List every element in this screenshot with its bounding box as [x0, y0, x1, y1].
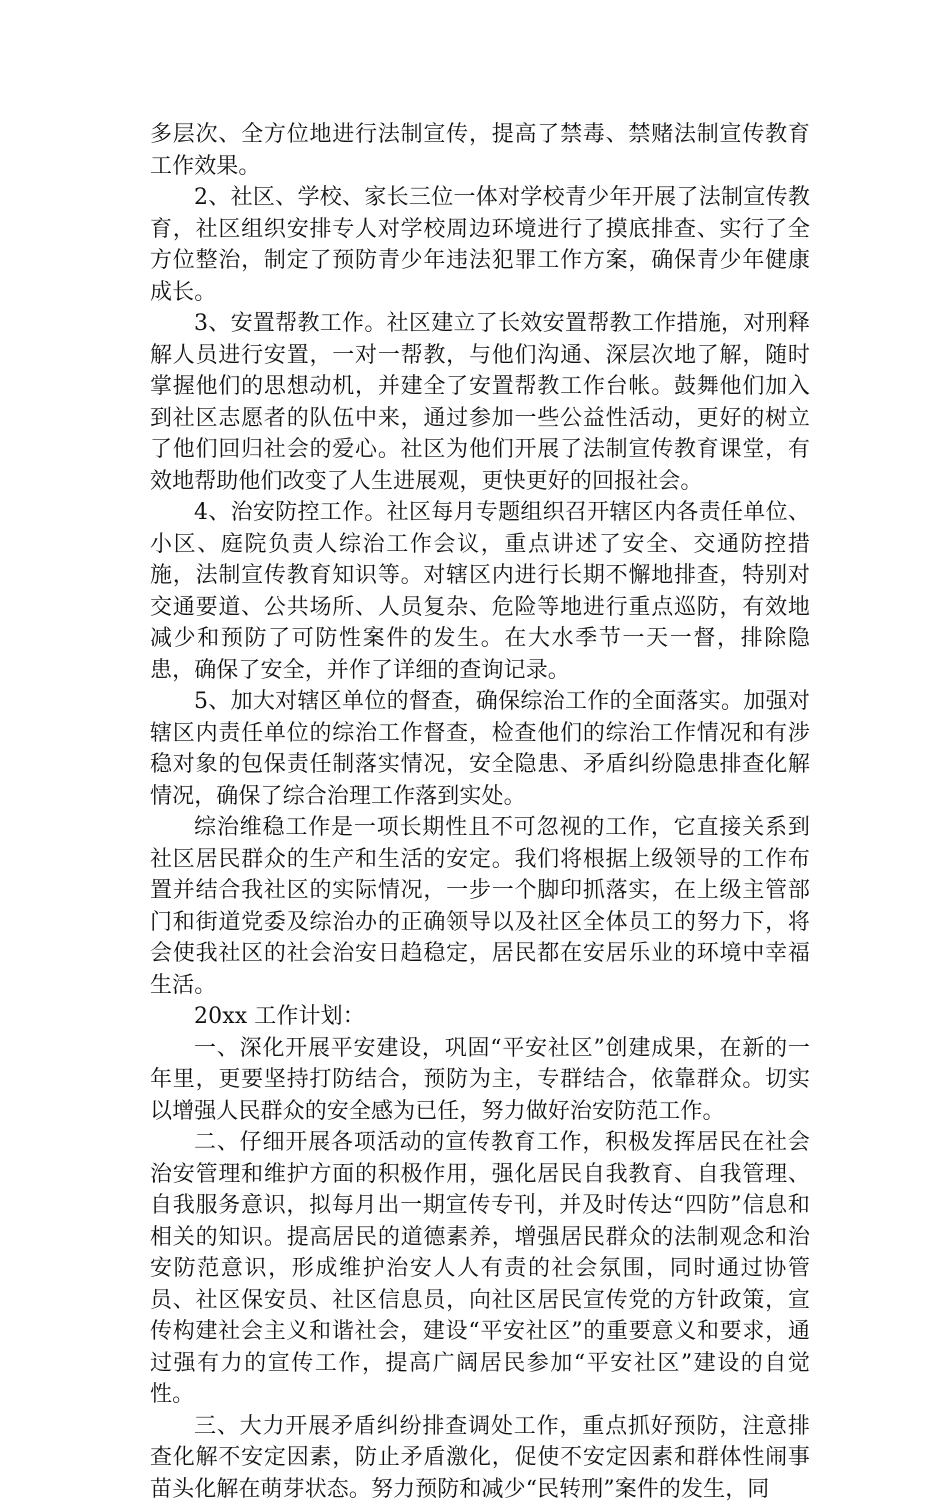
plan-item-3: 三、大力开展矛盾纠纷排查调处工作，重点抓好预防，注意排查化解不安定因素，防止矛盾激化，促使不安定因素和群体性闹事苗头化解在萌芽状态。努力预防和减少“民转刑”案件的发生，同: [150, 1411, 810, 1505]
section-heading-work-plan: 20xx 工作计划：: [150, 1001, 810, 1033]
plan-item-1: 一、深化开展平安建设，巩固“平安社区”创建成果，在新的一年里，更要坚持打防结合，预防为主，专群结合，依靠群众。切实以增强人民群众的安全感为已任，努力做好治安防范工作。: [150, 1033, 810, 1128]
plan-item-2: 二、仔细开展各项活动的宣传教育工作，积极发挥居民在社会治安管理和维护方面的积极作用，强化居民自我教育、自我管理、自我服务意识，拟每月出一期宣传专刊，并及时传达“四防”信息和相关的知识。提高居民的道德素养，增强居民群众的法制观念和治安防范意识，形成维护治安人人有责的社会氛围，同时通过协管员、社区保安员、社区信息员，向社区居民宣传党的方针政策，宣传构建社会主义和谐社会，建设“平安社区”的重要意义和要求，通过强有力的宣传工作，提高广阔居民参加“平安社区”建设的自觉性。: [150, 1127, 810, 1411]
document-page: [150, 119, 810, 1505]
paragraph-item-3: 3、安置帮教工作。社区建立了长效安置帮教工作措施，对刑释解人员进行安置，一对一帮教，与他们沟通、深层次地了解，随时掌握他们的思想动机，并建全了安置帮教工作台帐。鼓舞他们加入到社区志愿者的队伍中来，通过参加一些公益性活动，更好的树立了他们回归社会的爱心。社区为他们开展了法制宣传教育课堂，有效地帮助他们改变了人生进展观，更快更好的回报社会。: [150, 308, 810, 497]
paragraph-item-2: 2、社区、学校、家长三位一体对学校青少年开展了法制宣传教育，社区组织安排专人对学校周边环境进行了摸底排查、实行了全方位整治，制定了预防青少年违法犯罪工作方案，确保青少年健康成长。: [150, 182, 810, 308]
paragraph-summary: 综治维稳工作是一项长期性且不可忽视的工作，它直接关系到社区居民群众的生产和生活的安定。我们将根据上级领导的工作布置并结合我社区的实际情况，一步一个脚印抓落实，在上级主管部门和街道党委及综治办的正确领导以及社区全体员工的努力下，将会使我社区的社会治安日趋稳定，居民都在安居乐业的环境中幸福生活。: [150, 812, 810, 1001]
paragraph-continued: 多层次、全方位地进行法制宣传，提高了禁毒、禁赌法制宣传教育工作效果。: [150, 119, 810, 182]
paragraph-item-5: 5、加大对辖区单位的督查，确保综治工作的全面落实。加强对辖区内责任单位的综治工作督查，检查他们的综治工作情况和有涉稳对象的包保责任制落实情况，安全隐患、矛盾纠纷隐患排查化解情况，确保了综合治理工作落到实处。: [150, 686, 810, 812]
paragraph-item-4: 4、治安防控工作。社区每月专题组织召开辖区内各责任单位、小区、庭院负责人综治工作会议，重点讲述了安全、交通防控措施，法制宣传教育知识等。对辖区内进行长期不懈地排查，特别对交通要道、公共场所、人员复杂、危险等地进行重点巡防，有效地减少和预防了可防性案件的发生。在大水季节一天一督，排除隐患，确保了安全，并作了详细的查询记录。: [150, 497, 810, 686]
